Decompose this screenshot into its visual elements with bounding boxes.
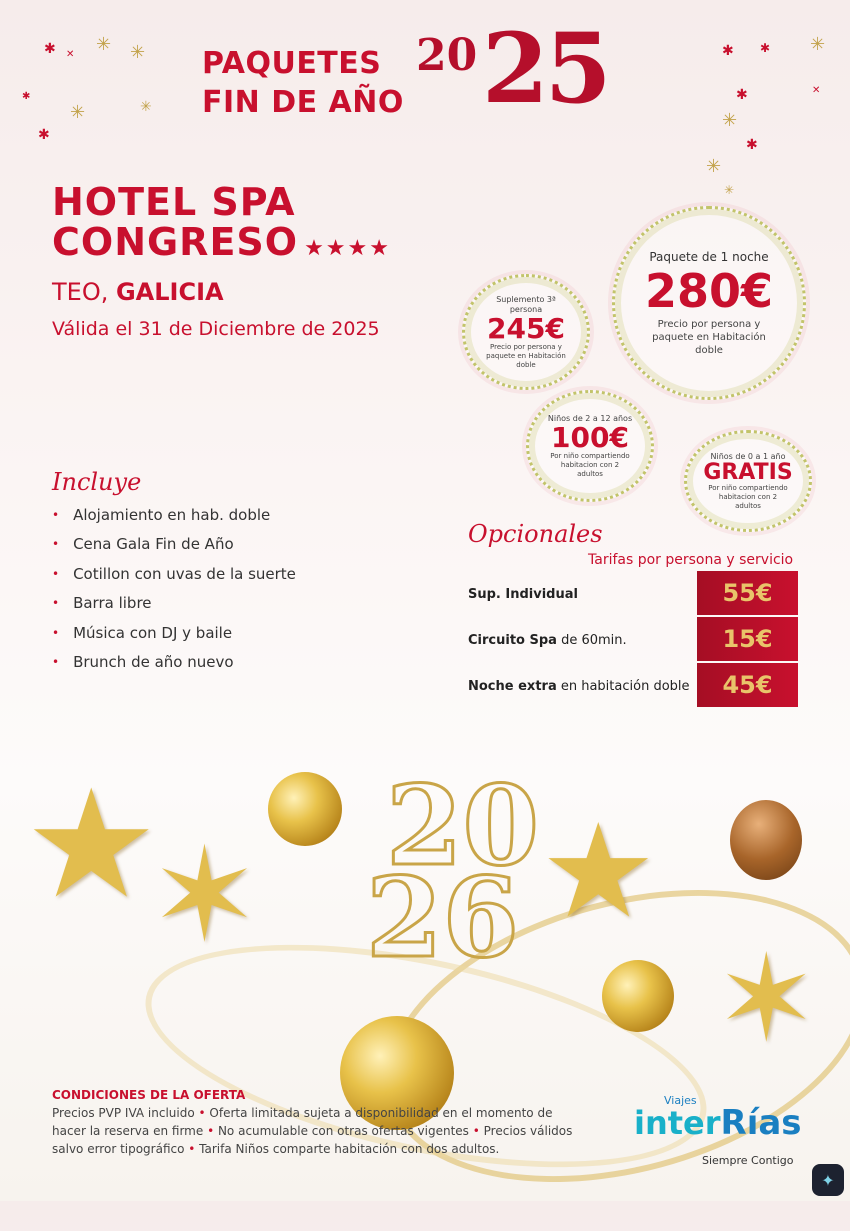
hotel-name-line-2: CONGRESO — [52, 220, 299, 264]
include-item — [52, 618, 412, 648]
optional-price: 45€ — [697, 663, 798, 707]
optionals-subtitle: Tarifas por persona y servicio — [588, 552, 794, 568]
kids-price: 100€ — [551, 420, 629, 454]
hotel-stars: ★★★★ — [304, 236, 391, 261]
optional-detail: de 60min. — [556, 632, 627, 648]
include-item-label: Alojamiento en hab. doble — [73, 505, 271, 524]
price-wreath-main — [612, 206, 806, 400]
condition-text: No acumulable con otras ofertas vigentes — [214, 1124, 473, 1138]
year-2026-top: 20 — [386, 761, 540, 890]
brand-tagline: Siempre Contigo — [702, 1154, 794, 1167]
main-price-title: Paquete de 1 noche — [649, 249, 769, 264]
babies-note: Por niño compartiendo habitacion con 2 adultos — [708, 483, 788, 510]
condition-separator: • — [472, 1124, 480, 1138]
bullet-icon: • — [52, 507, 60, 522]
third-person-price: 245€ — [487, 311, 565, 345]
include-item — [52, 530, 412, 560]
babies-title: Niños de 0 a 1 año — [710, 451, 786, 461]
include-item-label: Música con DJ y baile — [73, 623, 233, 642]
location-town: TEO, — [52, 278, 109, 306]
third-person-note: Precio por persona y paquete en Habitación doble — [486, 342, 566, 369]
optional-name: Circuito Spa — [468, 632, 557, 648]
condition-separator: • — [188, 1142, 196, 1156]
condition-separator: • — [207, 1124, 215, 1138]
include-item-label: Barra libre — [73, 594, 152, 613]
conditions-title: CONDICIONES DE LA OFERTA — [52, 1088, 246, 1102]
bullet-icon: • — [52, 596, 60, 611]
include-item-label: Cotillon con uvas de la suerte — [73, 564, 296, 583]
header-year-big: 25 — [482, 12, 608, 125]
main-price: 280€ — [644, 263, 774, 318]
corner-badge-icon: ✦ — [812, 1164, 844, 1196]
optional-price: 55€ — [697, 571, 798, 615]
condition-text: Oferta limitada sujeta a disponibilidad en el momento de hacer la reserva en firme — [52, 1106, 553, 1138]
hotel-name-line-1: HOTEL SPA — [52, 180, 296, 224]
validity-date: Válida el 31 de Diciembre de 2025 — [52, 318, 380, 340]
price-wreath-kids — [526, 390, 654, 502]
optional-price: 15€ — [697, 617, 798, 661]
header-title — [202, 46, 404, 120]
hotel-location — [52, 278, 224, 306]
babies-price: GRATIS — [703, 459, 793, 485]
include-item — [52, 500, 412, 530]
location-region: GALICIA — [115, 278, 224, 306]
main-price-note: Precio por persona y paquete en Habitación doble — [652, 318, 766, 356]
brand-prefix: Viajes — [664, 1094, 697, 1107]
includes-title: Incluye — [52, 468, 142, 496]
optional-name: Noche extra — [468, 678, 557, 694]
conditions-text — [52, 1104, 582, 1158]
hotel-name — [52, 182, 391, 262]
header-line-1: PAQUETES — [202, 46, 382, 81]
kids-title: Niños de 2 a 12 años — [547, 413, 633, 423]
include-item — [52, 648, 412, 678]
include-item-label: Cena Gala Fin de Año — [73, 535, 234, 554]
optional-name: Sup. Individual — [468, 586, 578, 602]
condition-separator: • — [198, 1106, 206, 1120]
bullet-icon: • — [52, 655, 60, 670]
header-year-small: 20 — [416, 30, 478, 81]
condition-text: Precios válidos salvo error tipográfico — [52, 1124, 573, 1156]
include-item — [52, 559, 412, 589]
optional-detail: en habitación doble — [556, 678, 690, 694]
bullet-icon: • — [52, 566, 60, 581]
brand-logo — [634, 1094, 802, 1143]
price-wreath-babies — [684, 430, 812, 532]
header-line-2: FIN DE AÑO — [202, 85, 404, 120]
brand-name-a: inter — [634, 1104, 721, 1142]
kids-note: Por niño compartiendo habitacion con 2 adultos — [550, 451, 630, 478]
include-item — [52, 589, 412, 619]
year-2026-decoration — [366, 761, 540, 982]
includes-list — [52, 500, 412, 677]
bullet-icon: • — [52, 537, 60, 552]
optionals-title: Opcionales — [468, 520, 603, 548]
brand-name-b: Rías — [720, 1103, 802, 1143]
bullet-icon: • — [52, 625, 60, 640]
third-person-title: Suplemento 3ª persona — [496, 294, 556, 314]
price-wreath-third-person — [462, 274, 590, 390]
year-2026-bottom: 26 — [366, 853, 520, 982]
condition-text: Precios PVP IVA incluido — [52, 1106, 199, 1120]
condition-text: Tarifa Niños comparte habitación con dos adultos. — [195, 1142, 500, 1156]
include-item-label: Brunch de año nuevo — [73, 653, 234, 672]
